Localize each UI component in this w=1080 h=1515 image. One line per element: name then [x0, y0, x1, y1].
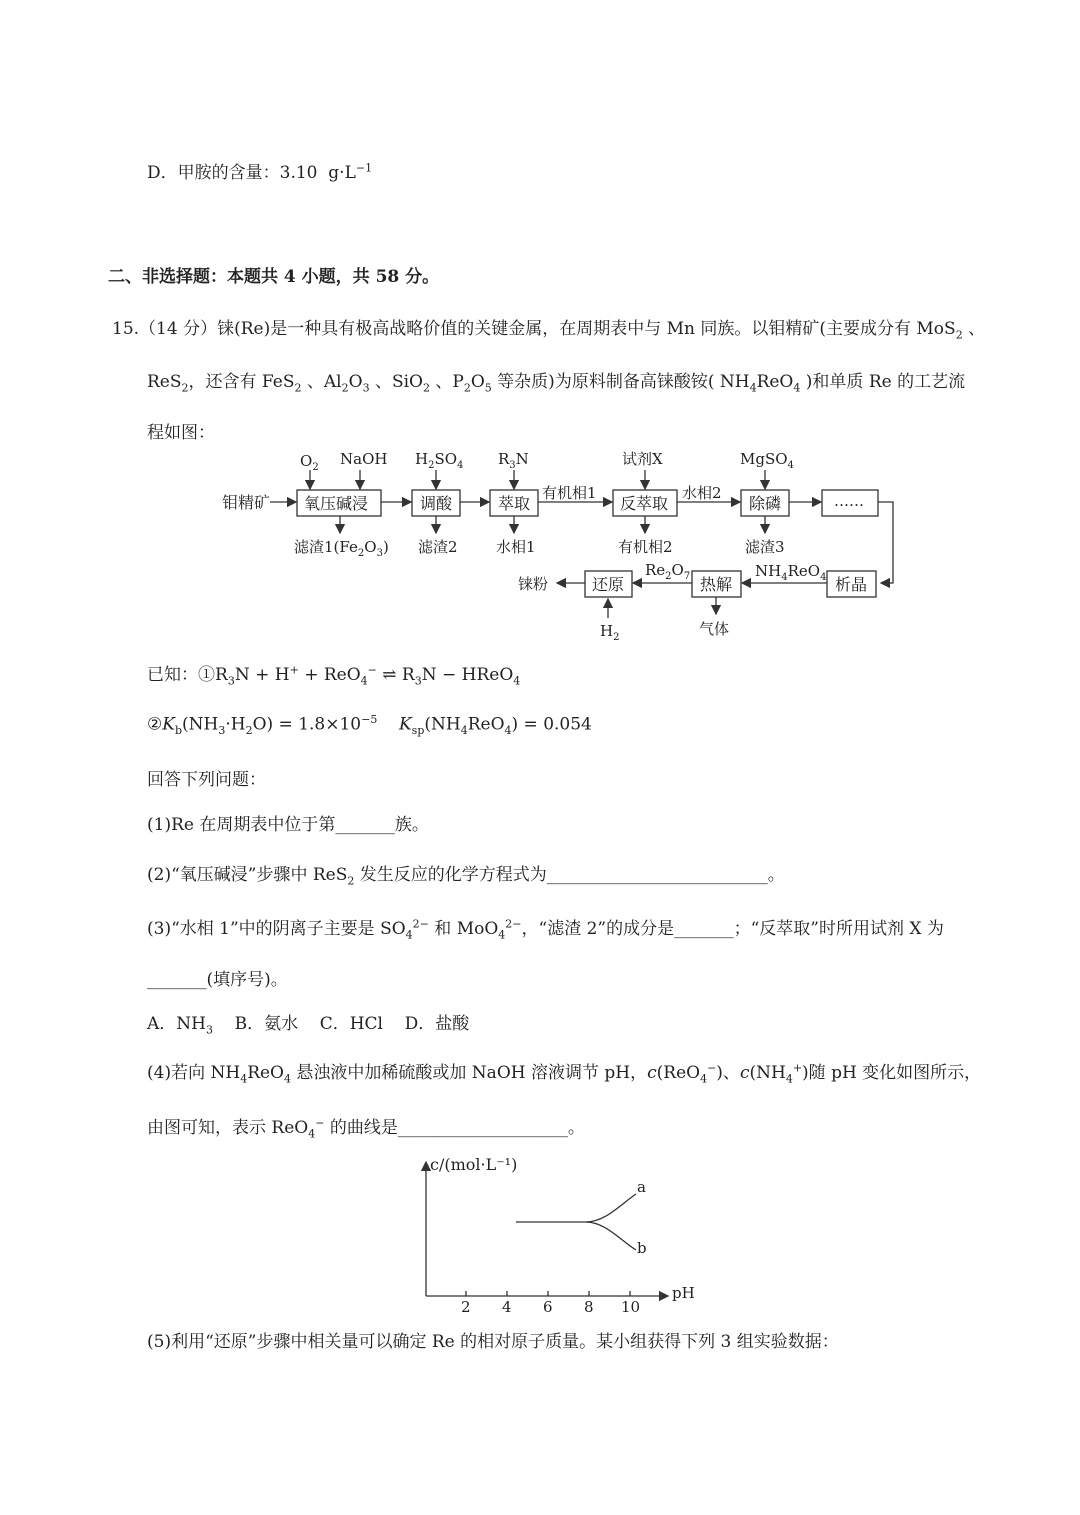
sub-question-3b: _______(填序号)。	[147, 970, 288, 990]
stream-aqueous2: 水相2	[682, 484, 722, 502]
reagent-x: 试剂X	[622, 450, 663, 468]
output-gas: 气体	[699, 620, 730, 638]
q15-line1: 15.（14 分）铼(Re)是一种具有极高战略价值的关键金属，在周期表中与 Mn 同族。以钼精矿(主要成分有 MoS$_2$ 、	[112, 319, 986, 342]
answer-prompt: 回答下列问题：	[147, 770, 266, 790]
box-acidify-label: 调酸	[420, 494, 453, 513]
sub-question-4a: (4)若向 $NH_4ReO_4$ 悬浊液中加稀硫酸或加 NaOH 溶液调节 pH，c(ReO$_4$−)、$c(NH_4^+)$随 pH 变化如图所示，	[147, 1061, 982, 1086]
curve-label-b: b	[637, 1239, 647, 1257]
box-ellipsis-label: ……	[834, 492, 864, 510]
sub-question-2: (2)“氧压碱浸”步骤中 ReS$_2$ 发生反应的化学方程式为__________________________。	[147, 865, 785, 888]
flow-start: 钼精矿	[222, 493, 271, 512]
curve-a	[516, 1194, 636, 1222]
ph-concentration-chart	[400, 1150, 720, 1320]
x-tick-label-2: 2	[461, 1298, 471, 1316]
known-1: 已知：$①R_3N + H^+ + ReO_4^-$ ⇌ $R_3N$ − HReO$_4$	[147, 663, 521, 688]
box-oxygen-leach-label: 氧压碱浸	[304, 494, 369, 513]
process-flow-diagram	[0, 440, 1080, 650]
reagent-o2: $O_2$	[300, 452, 319, 473]
output-residue2: 滤渣2	[418, 538, 458, 556]
reagent-r3n: $R_3N$	[498, 450, 529, 471]
curve-b	[586, 1222, 636, 1250]
stream-organic1: 有机相1	[542, 484, 597, 502]
reagent-h2so4: $H_2SO_4$	[415, 450, 464, 471]
output-organic2: 有机相2	[618, 538, 673, 556]
flow-end: 铼粉	[518, 575, 549, 593]
q15-line2: ReS$_2$，还含有 FeS$_2$ 、$Al_2O_3$ 、SiO$_2$ 、$P_2O_5$ 等杂质)为原料制备高铼酸铵( $NH_4ReO_4$ )和单质 Re 的工艺流	[147, 372, 966, 395]
y-axis-label: c/(mol·L⁻¹)	[430, 1155, 518, 1174]
q15-line3: 程如图：	[147, 423, 215, 443]
output-aqueous1: 水相1	[496, 538, 536, 556]
reagent-h2: $H_2$	[600, 622, 620, 643]
section-title: 二、非选择题：本题共 4 小题，共 58 分。	[108, 267, 440, 287]
box-extract-label: 萃取	[498, 494, 531, 513]
curve-label-a: a	[637, 1178, 646, 1196]
box-back-extract-label: 反萃取	[620, 494, 669, 513]
x-tick-label-6: 6	[543, 1298, 553, 1316]
box-crystallize-label: 析晶	[835, 575, 868, 594]
box-reduce-label: 还原	[592, 575, 625, 594]
sub-question-1: (1)Re 在周期表中位于第_______族。	[147, 815, 429, 835]
box-dephosphorus-label: 除磷	[749, 494, 782, 513]
reagent-naoh: NaOH	[340, 450, 388, 468]
sub-question-5: (5)利用“还原”步骤中相关量可以确定 Re 的相对原子质量。某小组获得下列 3 组实验数据：	[147, 1332, 839, 1352]
output-residue1: 滤渣$1(Fe_2O_3)$	[294, 538, 389, 559]
stream-nh4reo4: $NH_4ReO_4$	[755, 562, 827, 583]
box-pyrolysis-label: 热解	[700, 575, 733, 594]
known-2: $②K_b(NH_3\cdot H_2O) = 1.8\times 10^{-5}$ $K_{sp}(NH_4ReO_4) = 0.054$	[147, 713, 592, 738]
x-tick-label-10: 10	[621, 1298, 641, 1316]
sub-question-3-options: A．$NH_3$ B．氨水 C．HCl D．盐酸	[147, 1014, 470, 1037]
option-d: D．甲胺的含量：3.10 $g\cdot L^{-1}$	[147, 161, 373, 183]
x-tick-label-8: 8	[584, 1298, 594, 1316]
reagent-mgso4: MgSO$_4$	[740, 450, 794, 471]
x-tick-label-4: 4	[502, 1298, 512, 1316]
output-residue3: 滤渣3	[745, 538, 785, 556]
sub-question-3a: (3)“水相 1”中的阴离子主要是 $SO_4^{2-}$ 和 MoO$_4^{2-}$，“滤渣 2”的成分是_______；“反萃取”时所用试剂 X 为	[147, 917, 944, 942]
sub-question-4b: 由图可知，表示 ReO$_4$− 的曲线是____________________。	[147, 1116, 585, 1141]
x-axis-label: pH	[672, 1284, 695, 1302]
stream-re2o7: $Re_2O_7$	[645, 561, 691, 582]
